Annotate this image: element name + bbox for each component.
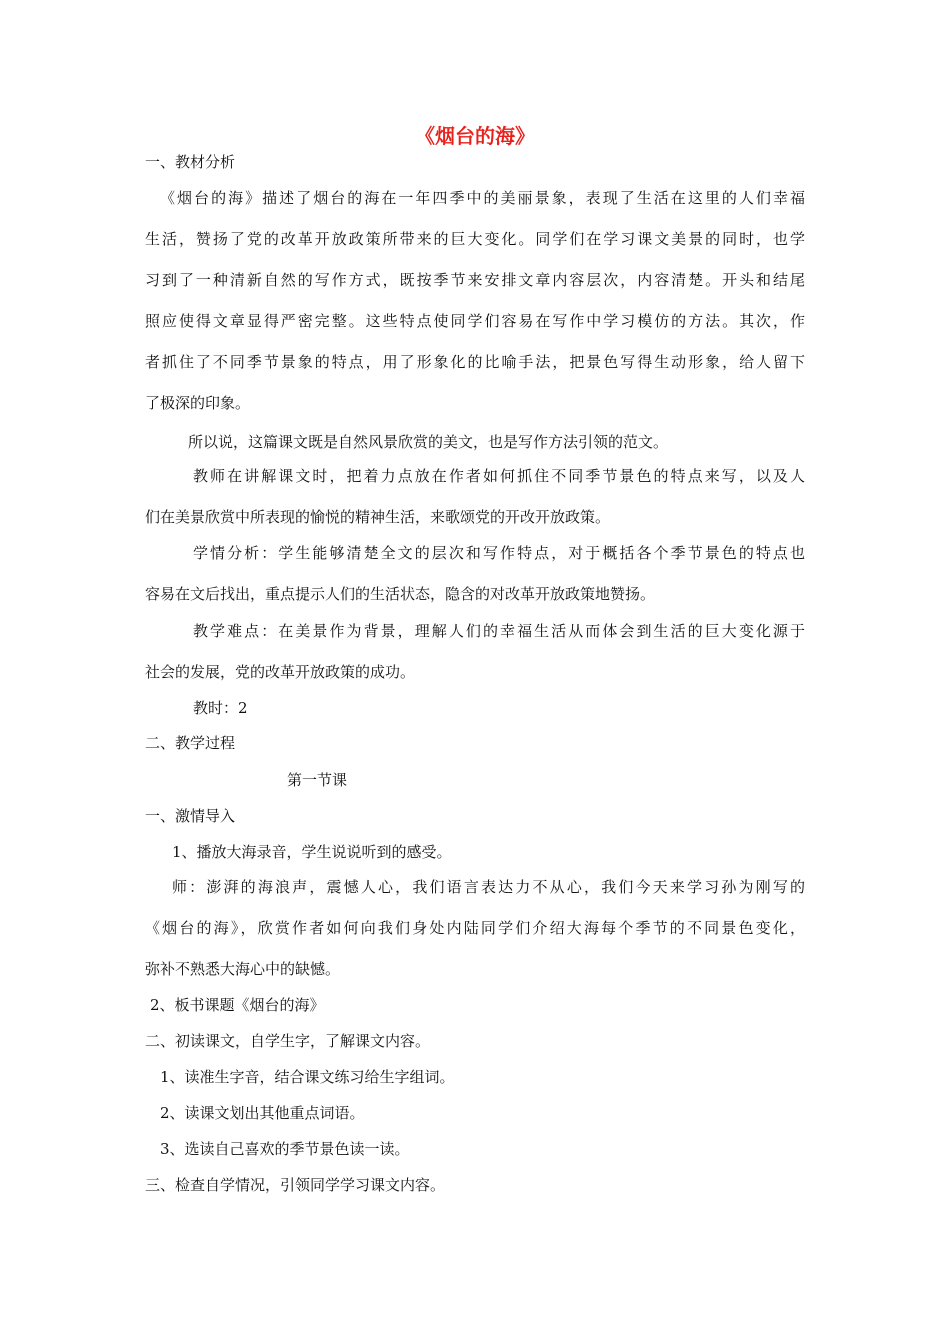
paragraph-line: 教学难点：在美景作为背景，理解人们的幸福生活从而体会到生活的巨大变化源于: [193, 622, 805, 640]
paragraph-line: 照应使得文章显得严密完整。这些特点使同学们容易在写作中学习模仿的方法。其次，作: [145, 312, 805, 330]
section-heading: 一、教材分析: [145, 153, 236, 171]
subheading: 第一节课: [287, 771, 348, 789]
paragraph-line: 1、播放大海录音，学生说说听到的感受。: [172, 843, 452, 861]
paragraph-line: 2、板书课题《烟台的海》: [150, 996, 325, 1014]
paragraph-line: 教时：2: [193, 699, 248, 717]
paragraph-line: 教师在讲解课文时，把着力点放在作者如何抓住不同季节景色的特点来写，以及人: [193, 467, 805, 485]
paragraph-line: 《烟台的海》描述了烟台的海在一年四季中的美丽景象，表现了生活在这里的人们幸福: [160, 189, 805, 207]
paragraph-line: 们在美景欣赏中所表现的愉悦的精神生活，来歌颂党的开改开放政策。: [145, 508, 611, 526]
paragraph-line: 《烟台的海》，欣赏作者如何向我们身处内陆同学们介绍大海每个季节的不同景色变化，: [145, 919, 805, 937]
paragraph-line: 习到了一种清新自然的写作方式，既按季节来安排文章内容层次，内容清楚。开头和结尾: [145, 271, 805, 289]
paragraph-line: 师：澎湃的海浪声，震憾人心，我们语言表达力不从心，我们今天来学习孙为刚写的: [172, 878, 805, 896]
paragraph-line: 容易在文后找出，重点提示人们的生活状态，隐含的对改革开放政策地赞扬。: [145, 585, 656, 603]
section-heading: 三、检查自学情况，引领同学学习课文内容。: [145, 1176, 446, 1194]
paragraph-line: 所以说，这篇课文既是自然风景欣赏的美文，也是写作方法引领的范文。: [188, 433, 669, 451]
paragraph-line: 者抓住了不同季节景象的特点，用了形象化的比喻手法，把景色写得生动形象，给人留下: [145, 353, 805, 371]
paragraph-line: 1、读准生字音，结合课文练习给生字组词。: [160, 1068, 455, 1086]
paragraph-line: 社会的发展，党的改革开放政策的成功。: [145, 663, 416, 681]
paragraph-line: 2、读课文划出其他重点词语。: [160, 1104, 365, 1122]
paragraph-line: 3、选读自己喜欢的季节景色读一读。: [160, 1140, 410, 1158]
section-heading: 二、初读课文，自学生字，了解课文内容。: [145, 1032, 431, 1050]
section-heading: 二、教学过程: [145, 734, 236, 752]
paragraph-line: 了极深的印象。: [145, 394, 251, 412]
document-title: 《烟台的海》: [415, 124, 535, 148]
paragraph-line: 生活，赞扬了党的改革开放政策所带来的巨大变化。同学们在学习课文美景的同时，也学: [145, 230, 805, 248]
paragraph-line: 学情分析：学生能够清楚全文的层次和写作特点，对于概括各个季节景色的特点也: [193, 544, 805, 562]
section-heading: 一、激情导入: [145, 807, 236, 825]
paragraph-line: 弥补不熟悉大海心中的缺憾。: [145, 960, 341, 978]
